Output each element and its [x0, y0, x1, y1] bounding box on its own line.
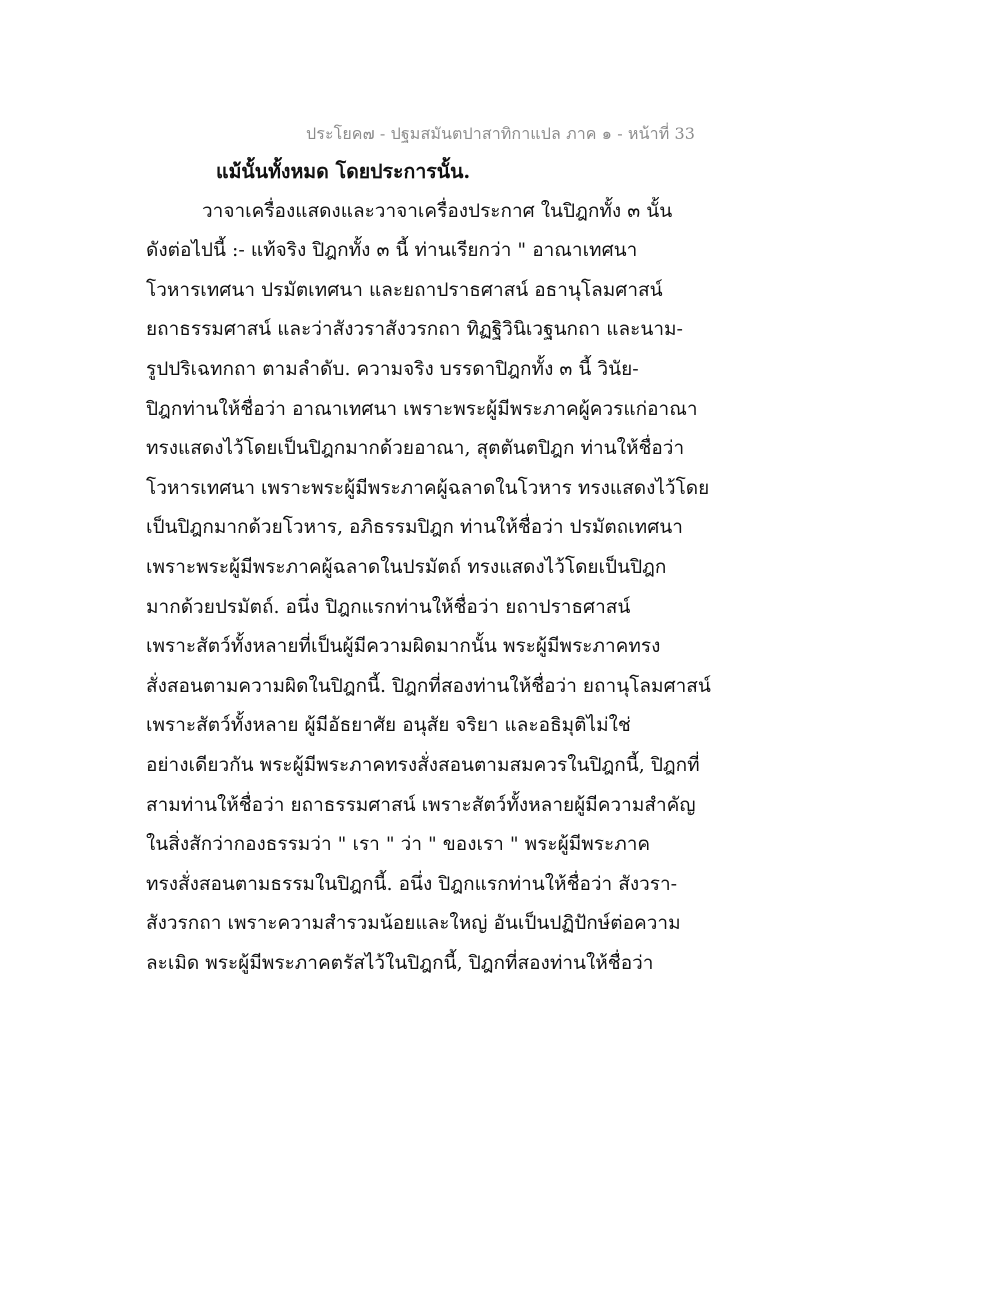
text-line: ละเมิด พระผู้มีพระภาคตรัสไว้ในปิฎกนี้, ปิฎกที่สองท่านให้ชื่อว่า — [146, 951, 654, 974]
running-head: ประโยค๗ - ปฐมสมันตปาสาทิกาแปล ภาค ๑ - หน้าที่ 33 — [306, 124, 696, 143]
text-line: สังวรกถา เพราะความสำรวมน้อยและใหญ่ อันเป็นปฏิปักษ์ต่อความ — [146, 912, 681, 935]
text-line: ในสิ่งสักว่ากองธรรมว่า " เรา " ว่า " ของเรา " พระผู้มีพระภาค — [146, 833, 651, 856]
text-line: วาจาเครื่องแสดงและวาจาเครื่องประกาศ ในปิฎกทั้ง ๓ นั้น — [202, 199, 673, 222]
text-line: โวหารเทศนา ปรมัตเทศนา และยถาปราธศาสน์ อธานุโลมศาสน์ — [146, 278, 663, 301]
text-line: ทรงแสดงไว้โดยเป็นปิฎกมากด้วยอาณา, สุตตันตปิฎก ท่านให้ชื่อว่า — [146, 437, 685, 460]
text-line: รูปปริเฉทกถา ตามลำดับ. ความจริง บรรดาปิฎกทั้ง ๓ นี้ วินัย- — [146, 357, 639, 380]
text-line: อย่างเดียวกัน พระผู้มีพระภาคทรงสั่งสอนตามสมควรในปิฎกนี้, ปิฎกที่ — [146, 753, 700, 776]
text-line: เพราะสัตว์ทั้งหลายที่เป็นผู้มีความผิดมากนั้น พระผู้มีพระภาคทรง — [146, 635, 661, 658]
text-line: ยถาธรรมศาสน์ และว่าสังวราสังวรกถา ทิฏฐิวินิเวฐนกถา และนาม- — [146, 318, 683, 341]
text-line: มากด้วยปรมัตถ์. อนึ่ง ปิฎกแรกท่านให้ชื่อว่า ยถาปราธศาสน์ — [146, 595, 631, 618]
body-text — [146, 152, 766, 983]
text-line: เพราะพระผู้มีพระภาคผู้ฉลาดในปรมัตถ์ ทรงแสดงไว้โดยเป็นปิฎก — [146, 555, 667, 578]
text-line: เพราะสัตว์ทั้งหลาย ผู้มีอัธยาศัย อนุสัย จริยา และอธิมุติไม่ใช่ — [146, 714, 631, 737]
text-line-heading: แม้นั้นทั้งหมด โดยประการนั้น. — [216, 160, 471, 183]
text-line: เป็นปิฎกมากด้วยโวหาร, อภิธรรมปิฎก ท่านให้ชื่อว่า ปรมัตถเทศนา — [146, 516, 683, 539]
text-line: สามท่านให้ชื่อว่า ยถาธรรมศาสน์ เพราะสัตว์ทั้งหลายผู้มีความสำคัญ — [146, 793, 696, 816]
text-line: ทรงสั่งสอนตามธรรมในปิฎกนี้. อนึ่ง ปิฎกแรกท่านให้ชื่อว่า สังวรา- — [146, 872, 678, 895]
text-line: โวหารเทศนา เพราะพระผู้มีพระภาคผู้ฉลาดในโวหาร ทรงแสดงไว้โดย — [146, 476, 710, 499]
text-line: ปิฎกท่านให้ชื่อว่า อาณาเทศนา เพราะพระผู้มีพระภาคผู้ควรแก่อาณา — [146, 397, 698, 420]
text-line: ดังต่อไปนี้ :- แท้จริง ปิฎกทั้ง ๓ นี้ ท่านเรียกว่า " อาณาเทศนา — [146, 239, 638, 262]
text-line: สั่งสอนตามความผิดในปิฎกนี้. ปิฎกที่สองท่านให้ชื่อว่า ยถานุโลมศาสน์ — [146, 674, 711, 697]
